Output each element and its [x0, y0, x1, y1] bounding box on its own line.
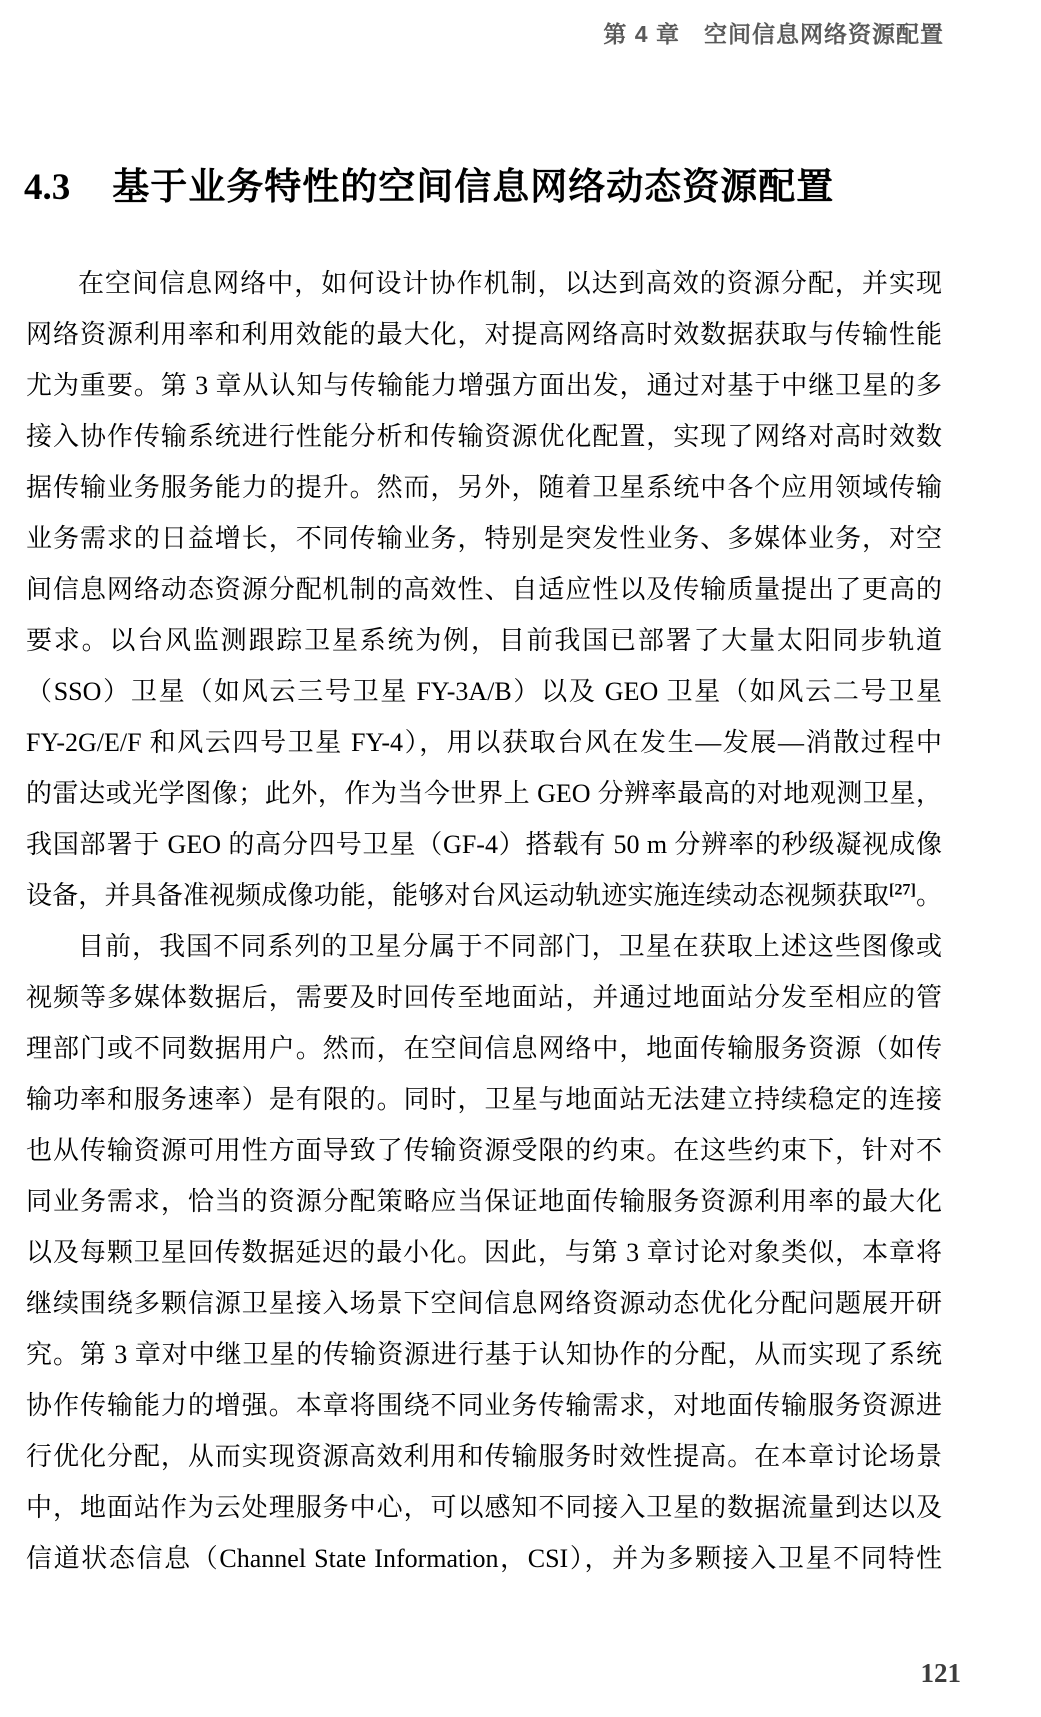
- paragraph-2: [26, 921, 942, 1584]
- text-line: 继续围绕多颗信源卫星接入场景下空间信息网络资源动态优化分配问题展开研: [26, 1289, 942, 1318]
- text-line: 协作传输能力的增强。本章将围绕不同业务传输需求，对地面传输服务资源进: [26, 1391, 942, 1420]
- text-line: FY-2G/E/F 和风云四号卫星 FY-4），用以获取台风在发生—发展—消散过程中: [26, 728, 942, 757]
- paragraph-1: [26, 258, 942, 921]
- text-line: 输功率和服务速率）是有限的。同时，卫星与地面站无法建立持续稳定的连接: [26, 1085, 942, 1114]
- page-number: 121: [920, 1658, 961, 1688]
- text-line: 设备，并具备准视频成像功能，能够对台风运动轨迹实施连续动态视频获取[27]。: [26, 881, 942, 910]
- text-line: 网络资源利用率和利用效能的最大化，对提高网络高时效数据获取与传输性能: [26, 320, 942, 349]
- citation-ref: [27]: [888, 881, 916, 899]
- text-line: 业务需求的日益增长，不同传输业务，特别是突发性业务、多媒体业务，对空: [26, 524, 942, 553]
- section-title: 基于业务特性的空间信息网络动态资源配置: [112, 167, 835, 208]
- text-line: 中，地面站作为云处理服务中心，可以感知不同接入卫星的数据流量到达以及: [26, 1493, 942, 1522]
- running-header: 第 4 章 空间信息网络资源配置: [603, 21, 944, 47]
- text-line: 据传输业务服务能力的提升。然而，另外，随着卫星系统中各个应用领域传输: [26, 473, 942, 502]
- text-line: （SSO）卫星（如风云三号卫星 FY-3A/B）以及 GEO 卫星（如风云二号卫星: [26, 677, 942, 706]
- text-line: 理部门或不同数据用户。然而，在空间信息网络中，地面传输服务资源（如传: [26, 1034, 942, 1063]
- body-text: [26, 258, 942, 1584]
- text-line: 间信息网络动态资源分配机制的高效性、自适应性以及传输质量提出了更高的: [26, 575, 942, 604]
- text-line: 要求。以台风监测跟踪卫星系统为例，目前我国已部署了大量太阳同步轨道: [26, 626, 942, 655]
- text-line: 目前，我国不同系列的卫星分属于不同部门，卫星在获取上述这些图像或: [78, 932, 942, 961]
- text-line: 我国部署于 GEO 的高分四号卫星（GF-4）搭载有 50 m 分辨率的秒级凝视成像: [26, 830, 942, 859]
- text-line: 以及每颗卫星回传数据延迟的最小化。因此，与第 3 章讨论对象类似，本章将: [26, 1238, 942, 1267]
- text-line: 的雷达或光学图像；此外，作为当今世界上 GEO 分辨率最高的对地观测卫星，: [26, 779, 942, 808]
- text-line: 视频等多媒体数据后，需要及时回传至地面站，并通过地面站分发至相应的管: [26, 983, 942, 1012]
- text-line: 行优化分配，从而实现资源高效利用和传输服务时效性提高。在本章讨论场景: [26, 1442, 942, 1471]
- text-line: 信道状态信息（Channel State Information，CSI），并为多颗接入卫星不同特性: [26, 1544, 942, 1573]
- text-line: 在空间信息网络中，如何设计协作机制，以达到高效的资源分配，并实现: [78, 269, 942, 298]
- text-line: 尤为重要。第 3 章从认知与传输能力增强方面出发，通过对基于中继卫星的多: [26, 371, 942, 400]
- section-heading: [24, 156, 944, 210]
- text-line: 究。第 3 章对中继卫星的传输资源进行基于认知协作的分配，从而实现了系统: [26, 1340, 942, 1369]
- section-number: 4.3: [24, 167, 71, 208]
- text-line: 接入协作传输系统进行性能分析和传输资源优化配置，实现了网络对高时效数: [26, 422, 942, 451]
- text-line: 同业务需求，恰当的资源分配策略应当保证地面传输服务资源利用率的最大化: [26, 1187, 942, 1216]
- text-line: 也从传输资源可用性方面导致了传输资源受限的约束。在这些约束下，针对不: [26, 1136, 942, 1165]
